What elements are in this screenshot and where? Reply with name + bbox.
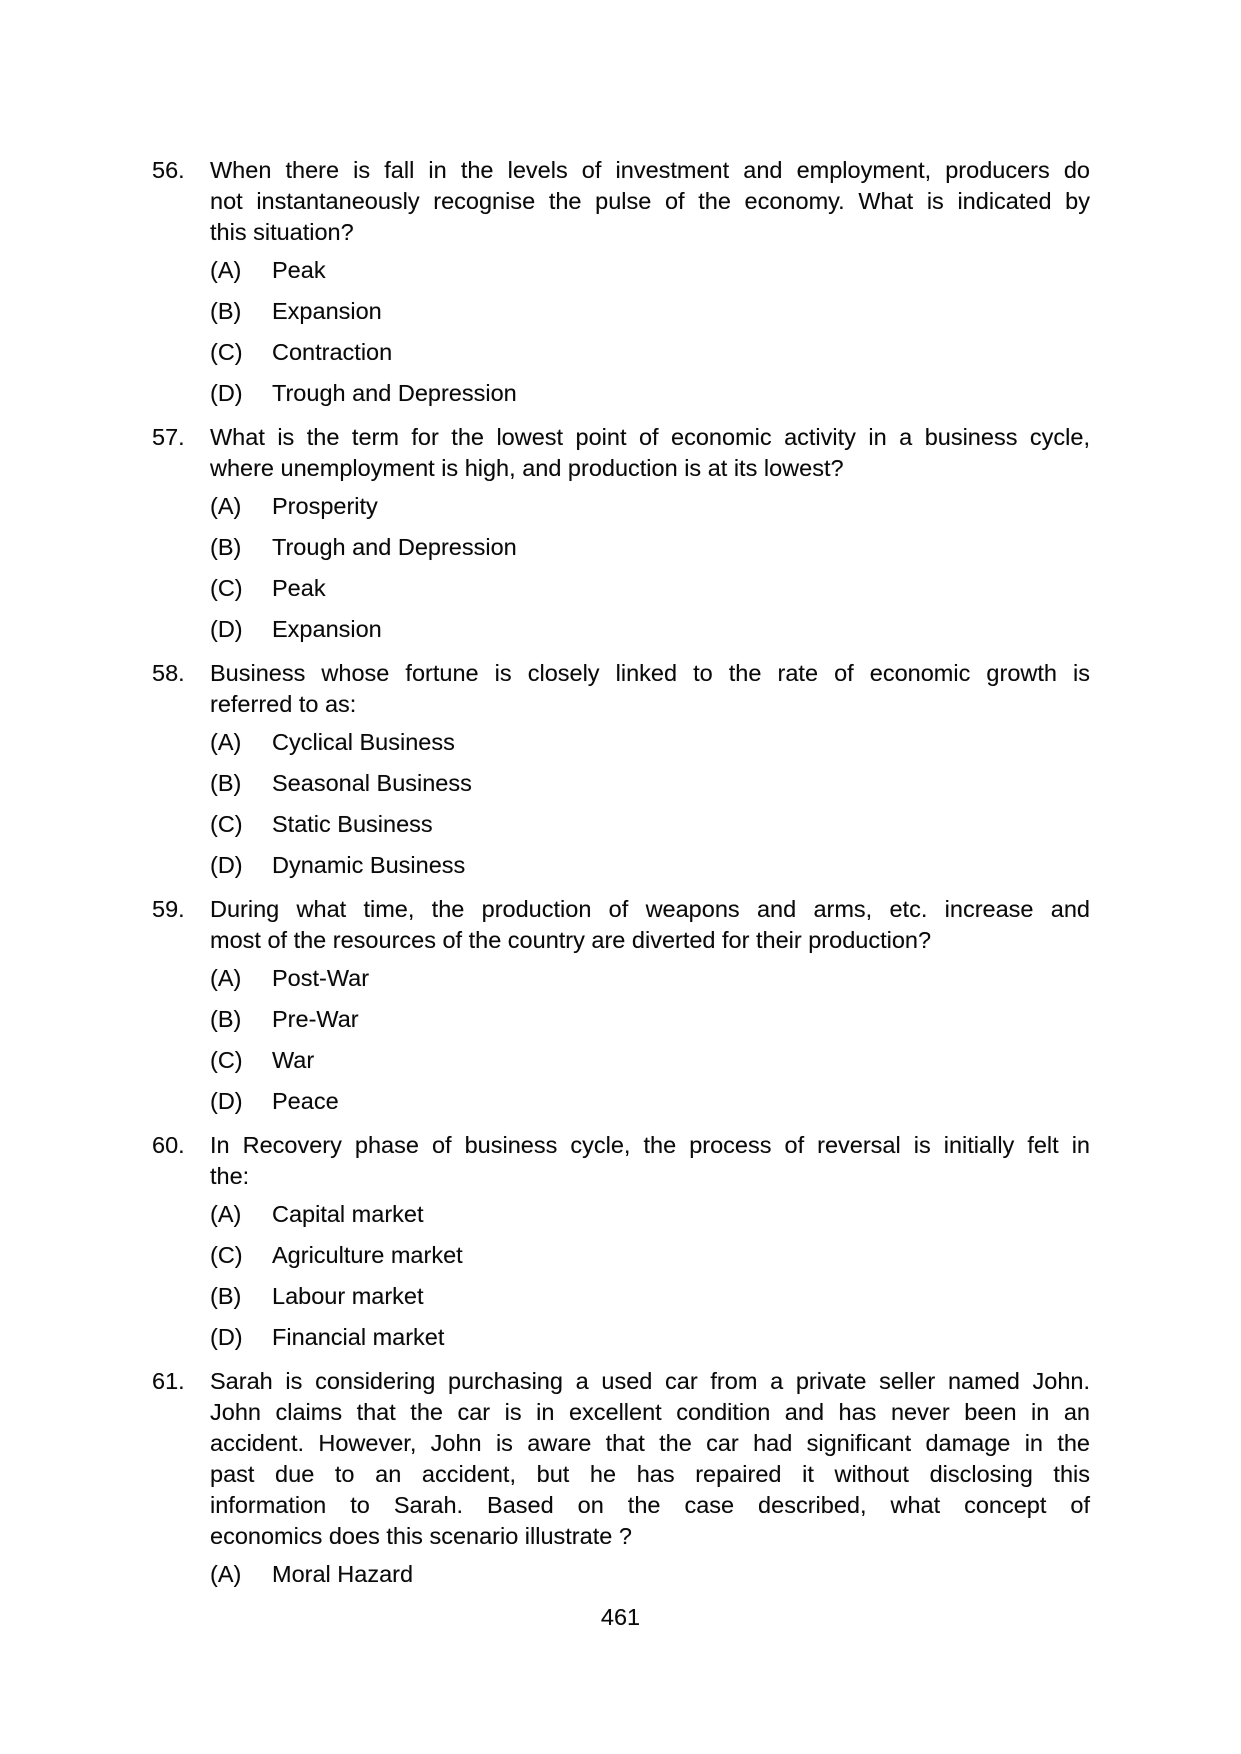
option-label: (C) — [210, 575, 243, 601]
option-text: Pre-War — [272, 1006, 359, 1032]
option-row — [210, 1559, 1090, 1590]
question-line: economics does this scenario illustrate ? — [210, 1523, 632, 1549]
option-label: (C) — [210, 1242, 243, 1268]
option-text: Seasonal Business — [272, 770, 472, 796]
question-line: most of the resources of the country are diverted for their production? — [210, 927, 932, 953]
option-text: Expansion — [272, 616, 382, 642]
options-list — [210, 1559, 1090, 1590]
options-list — [210, 255, 1090, 409]
question-line: where unemployment is high, and production is at its lowest? — [210, 455, 844, 481]
options-list — [210, 727, 1090, 881]
option-text: Moral Hazard — [272, 1561, 414, 1587]
option-row — [210, 850, 1090, 881]
option-text: Financial market — [272, 1324, 445, 1350]
option-label: (D) — [210, 1324, 243, 1350]
option-text: Peace — [272, 1088, 339, 1114]
option-text: Peak — [272, 257, 326, 283]
question-number: 60. — [152, 1132, 185, 1158]
options-list — [210, 1199, 1090, 1353]
option-label: (D) — [210, 1088, 243, 1114]
option-row — [210, 1322, 1090, 1353]
option-text: Contraction — [272, 339, 393, 365]
option-label: (B) — [210, 770, 242, 796]
option-row — [210, 1004, 1090, 1035]
option-text: Trough and Depression — [272, 380, 517, 406]
page-number: 461 — [600, 1604, 641, 1630]
option-label: (D) — [210, 852, 243, 878]
option-row — [210, 809, 1090, 840]
question-list — [152, 155, 1090, 1590]
question-line: John claims that the car is in excellent condition and has never been in an — [210, 1399, 1090, 1425]
option-row — [210, 614, 1090, 645]
question-text — [210, 155, 1090, 248]
option-text: Post-War — [272, 965, 370, 991]
question-text — [210, 658, 1090, 720]
option-text: Capital market — [272, 1201, 424, 1227]
option-label: (B) — [210, 534, 242, 560]
option-row — [210, 1086, 1090, 1117]
option-label: (C) — [210, 1047, 243, 1073]
question-block — [152, 1130, 1090, 1353]
question-block — [152, 422, 1090, 645]
option-label: (D) — [210, 380, 243, 406]
option-row — [210, 1240, 1090, 1271]
options-list — [210, 491, 1090, 645]
question-line: When there is fall in the levels of investment and employment, producers do — [210, 157, 1090, 183]
option-label: (A) — [210, 493, 242, 519]
question-body — [210, 422, 1090, 645]
option-row — [210, 378, 1090, 409]
question-number: 57. — [152, 424, 185, 450]
option-label: (C) — [210, 811, 243, 837]
option-row — [210, 1281, 1090, 1312]
question-line: not instantaneously recognise the pulse of the economy. What is indicated by — [210, 188, 1090, 214]
option-label: (D) — [210, 616, 243, 642]
question-number: 59. — [152, 896, 185, 922]
question-line: What is the term for the lowest point of economic activity in a business cycle, — [210, 424, 1090, 450]
question-block — [152, 658, 1090, 881]
option-text: Cyclical Business — [272, 729, 455, 755]
question-text — [210, 422, 1090, 484]
question-line: In Recovery phase of business cycle, the process of reversal is initially felt in — [210, 1132, 1090, 1158]
option-row — [210, 532, 1090, 563]
question-text — [210, 894, 1090, 956]
option-label: (A) — [210, 1561, 242, 1587]
question-body — [210, 894, 1090, 1117]
option-row — [210, 573, 1090, 604]
option-label: (A) — [210, 729, 242, 755]
question-number: 56. — [152, 157, 185, 183]
option-text: Agriculture market — [272, 1242, 463, 1268]
question-line: information to Sarah. Based on the case described, what concept of — [210, 1492, 1090, 1518]
question-number: 58. — [152, 660, 185, 686]
option-label: (B) — [210, 298, 242, 324]
option-row — [210, 337, 1090, 368]
question-body — [210, 155, 1090, 409]
option-text: Labour market — [272, 1283, 424, 1309]
option-row — [210, 296, 1090, 327]
option-label: (B) — [210, 1006, 242, 1032]
option-label: (A) — [210, 257, 242, 283]
option-label: (A) — [210, 1201, 242, 1227]
question-line: referred to as: — [210, 691, 357, 717]
option-text: Prosperity — [272, 493, 378, 519]
question-number: 61. — [152, 1368, 185, 1394]
option-text: Dynamic Business — [272, 852, 466, 878]
options-list — [210, 963, 1090, 1117]
option-row — [210, 963, 1090, 994]
option-label: (A) — [210, 965, 242, 991]
option-row — [210, 1199, 1090, 1230]
question-text — [210, 1366, 1090, 1552]
question-line: Sarah is considering purchasing a used car from a private seller named John. — [210, 1368, 1090, 1394]
question-block — [152, 894, 1090, 1117]
option-label: (B) — [210, 1283, 242, 1309]
option-text: Trough and Depression — [272, 534, 517, 560]
question-body — [210, 1366, 1090, 1590]
question-block — [152, 1366, 1090, 1590]
question-line: Business whose fortune is closely linked to the rate of economic growth is — [210, 660, 1090, 686]
option-label: (C) — [210, 339, 243, 365]
option-row — [210, 491, 1090, 522]
option-text: Expansion — [272, 298, 382, 324]
option-row — [210, 768, 1090, 799]
option-text: Peak — [272, 575, 326, 601]
question-line: accident. However, John is aware that the car had significant damage in the — [210, 1430, 1090, 1456]
option-row — [210, 255, 1090, 286]
option-text: War — [272, 1047, 315, 1073]
question-body — [210, 1130, 1090, 1353]
question-text — [210, 1130, 1090, 1192]
question-line: past due to an accident, but he has repaired it without disclosing this — [210, 1461, 1090, 1487]
question-block — [152, 155, 1090, 409]
question-line: the: — [210, 1163, 250, 1189]
question-body — [210, 658, 1090, 881]
question-line: this situation? — [210, 219, 354, 245]
option-row — [210, 1045, 1090, 1076]
question-line: During what time, the production of weapons and arms, etc. increase and — [210, 896, 1090, 922]
option-text: Static Business — [272, 811, 433, 837]
option-row — [210, 727, 1090, 758]
